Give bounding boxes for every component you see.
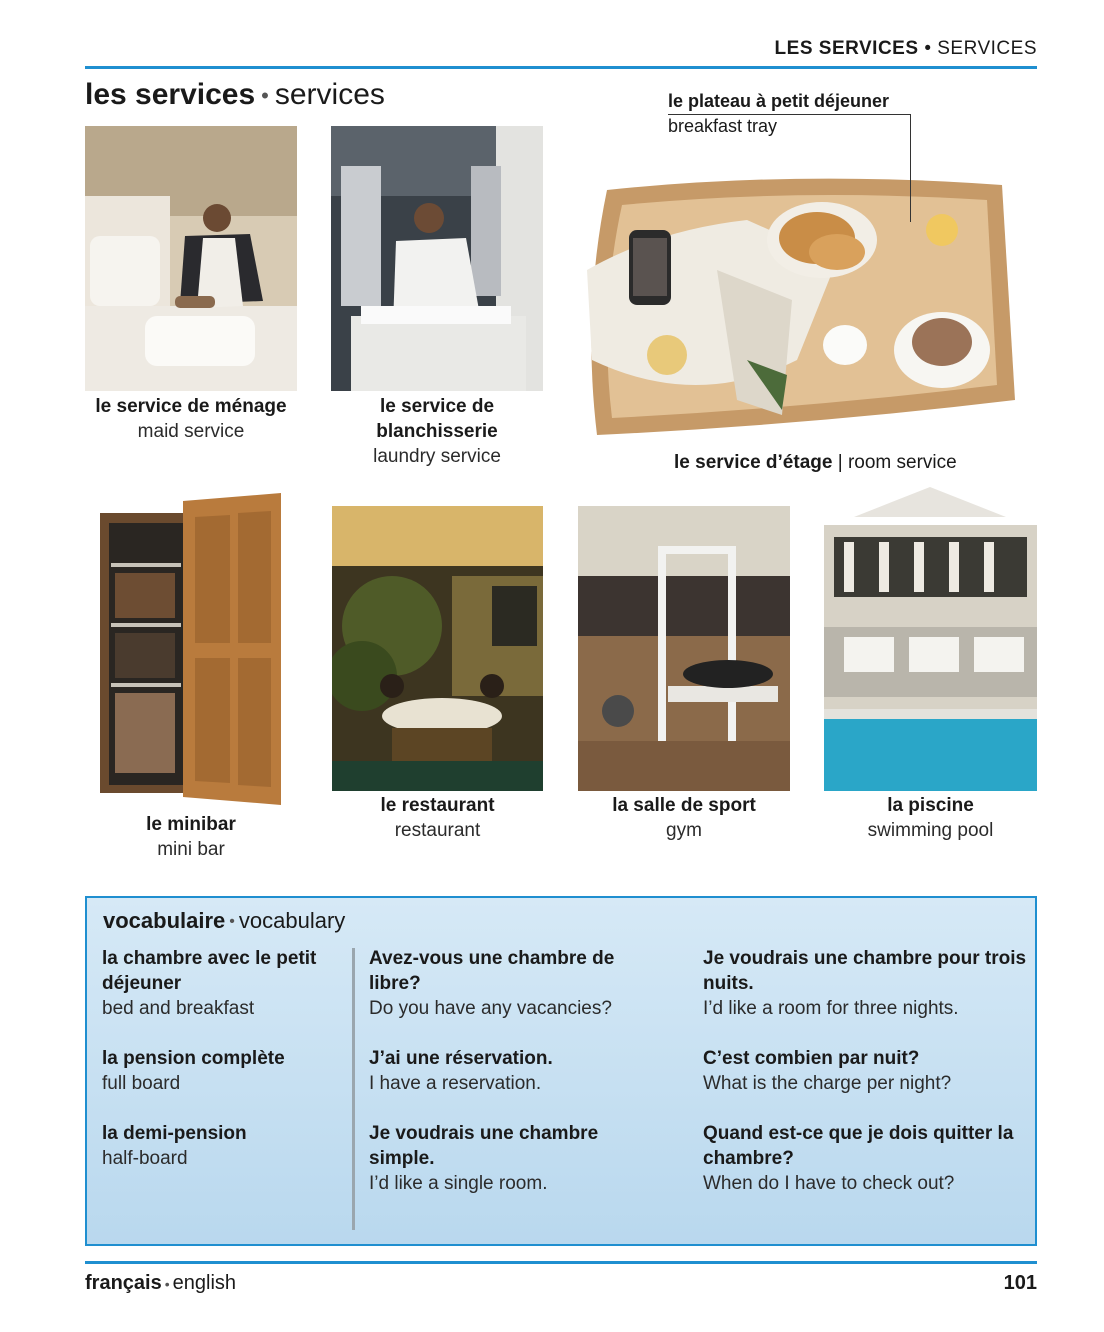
- minibar-en: mini bar: [157, 839, 225, 860]
- vocab-entry-en: half-board: [102, 1148, 188, 1169]
- restaurant-caption: [332, 793, 543, 843]
- room-service-caption: [674, 452, 957, 474]
- laundry-service-fr: le service de blanchisserie: [376, 396, 498, 442]
- vocab-entry-fr: Avez-vous une chambre de libre?: [369, 948, 615, 994]
- footer-separator: •: [164, 1275, 170, 1292]
- vocab-entry: [703, 946, 1028, 1021]
- vocab-entry-fr: J’ai une réservation.: [369, 1048, 553, 1069]
- gym-fr: la salle de sport: [612, 795, 756, 816]
- restaurant-fr: le restaurant: [380, 795, 495, 816]
- gym-en: gym: [666, 820, 702, 841]
- minibar-fr: le minibar: [146, 814, 236, 835]
- page-title: [85, 78, 385, 112]
- vocab-entry: [703, 1046, 1028, 1096]
- vocab-entry-en: I’d like a single room.: [369, 1173, 548, 1194]
- vocabulary-divider: [352, 948, 355, 1230]
- vocab-entry-en: I’d like a room for three nights.: [703, 998, 959, 1019]
- section-header-fr: LES SERVICES: [774, 38, 919, 59]
- swimming-pool-caption: [824, 793, 1037, 843]
- vocab-entry-en: When do I have to check out?: [703, 1173, 955, 1194]
- page-title-separator: •: [261, 83, 269, 109]
- vocabulary-box: [85, 896, 1037, 1246]
- swimming-pool-fr: la piscine: [887, 795, 974, 816]
- vocab-entry: [369, 946, 634, 1021]
- page-title-fr: les services: [85, 78, 256, 111]
- room-service-fr: le service d’étage: [674, 452, 833, 473]
- vocab-entry-fr: la demi-pension: [102, 1123, 247, 1144]
- maid-service-fr: le service de ménage: [95, 396, 287, 417]
- vocab-entry-fr: Je voudrais une chambre pour trois nuits.: [703, 948, 1027, 994]
- laundry-service-photo: [331, 126, 543, 391]
- footer-lang-fr: français: [85, 1272, 162, 1294]
- vocab-entry: [102, 1046, 342, 1096]
- vocabulary-title-separator: •: [229, 913, 235, 931]
- minibar-photo: [95, 493, 285, 805]
- vocab-entry-fr: Je voudrais une chambre simple.: [369, 1123, 599, 1169]
- top-rule: [85, 66, 1037, 69]
- gym-photo: [578, 506, 790, 791]
- vocab-entry: [102, 946, 342, 1021]
- swimming-pool-en: swimming pool: [867, 820, 994, 841]
- vocabulary-title-fr: vocabulaire: [103, 908, 226, 933]
- callout-leader-vertical: [910, 114, 911, 222]
- laundry-service-en: laundry service: [373, 446, 501, 467]
- vocab-entry-en: bed and breakfast: [102, 998, 255, 1019]
- minibar-caption: [85, 812, 297, 862]
- restaurant-photo: [332, 506, 543, 791]
- section-header: [775, 38, 1037, 60]
- vocab-entry-fr: C’est combien par nuit?: [703, 1048, 920, 1069]
- maid-service-photo: [85, 126, 297, 391]
- page-number: 101: [1003, 1272, 1037, 1294]
- section-header-separator: •: [924, 38, 932, 59]
- vocab-entry: [703, 1121, 1028, 1196]
- vocabulary-title-en: vocabulary: [238, 908, 346, 933]
- vocab-entry-en: I have a reservation.: [369, 1073, 542, 1094]
- vocab-entry-en: Do you have any vacancies?: [369, 998, 612, 1019]
- section-header-en: SERVICES: [937, 38, 1037, 59]
- vocab-entry-fr: Quand est-ce que je dois quitter la chambre?: [703, 1123, 1014, 1169]
- room-service-en: room service: [847, 452, 957, 473]
- vocab-entry: [102, 1121, 342, 1171]
- vocab-entry: [369, 1121, 634, 1196]
- vocab-entry-en: What is the charge per night?: [703, 1073, 952, 1094]
- room-service-tray-photo: [577, 160, 1017, 445]
- vocab-entry-fr: la chambre avec le petit déjeuner: [102, 948, 317, 994]
- breakfast-tray-fr: le plateau à petit déjeuner: [668, 91, 890, 111]
- room-service-separator: |: [837, 452, 843, 473]
- vocab-entry-en: full board: [102, 1073, 181, 1094]
- breakfast-tray-en: breakfast tray: [668, 116, 778, 136]
- vocabulary-title: [103, 908, 345, 934]
- footer-lang-en: english: [172, 1272, 237, 1294]
- footer-language: [85, 1272, 236, 1295]
- vocab-entry: [369, 1046, 634, 1096]
- gym-caption: [578, 793, 790, 843]
- restaurant-en: restaurant: [394, 820, 481, 841]
- laundry-service-caption: [331, 394, 543, 469]
- maid-service-en: maid service: [137, 421, 245, 442]
- maid-service-caption: [85, 394, 297, 444]
- callout-leader-horizontal: [668, 114, 910, 115]
- swimming-pool-photo: [824, 487, 1037, 791]
- bottom-rule: [85, 1261, 1037, 1264]
- page-title-en: services: [274, 78, 385, 111]
- vocab-entry-fr: la pension complète: [102, 1048, 285, 1069]
